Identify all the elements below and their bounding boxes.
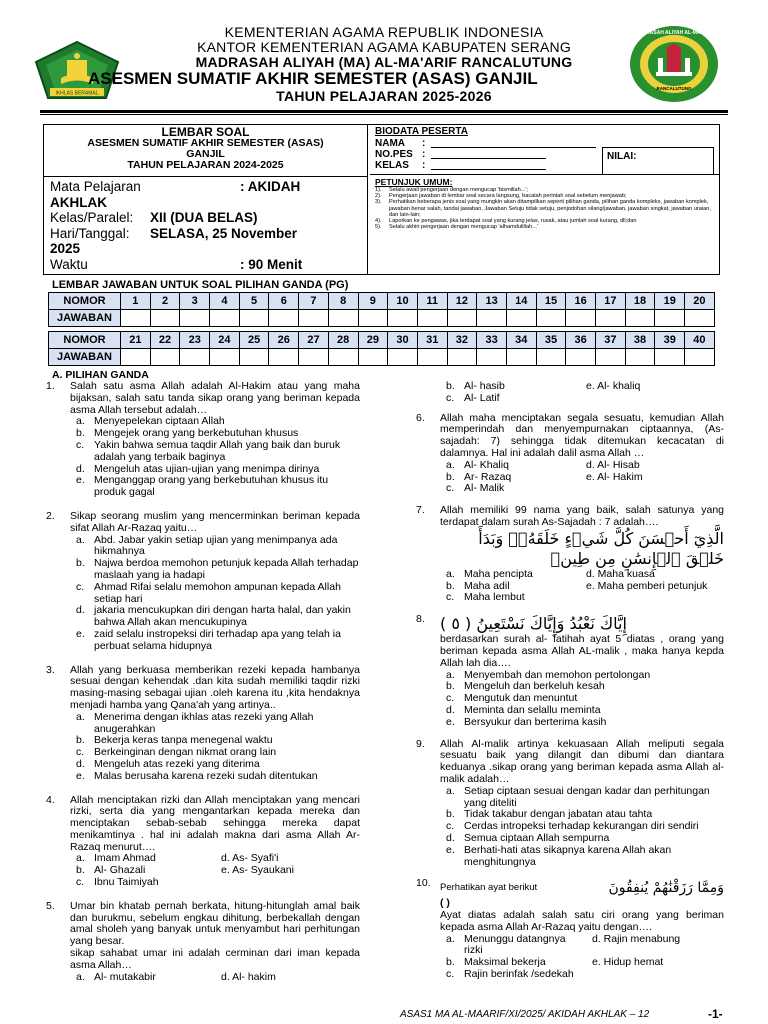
nama-label: NAMA	[375, 138, 405, 149]
option-c[interactable]: c. Al- Malik	[446, 482, 505, 495]
option-text: Semua ciptaan Allah sempurna	[464, 831, 610, 844]
answer-number-cell: 36	[566, 332, 596, 349]
header-school: MADRASAH ALIYAH (MA) AL-MA'ARIF RANCALUTUNG	[195, 54, 573, 70]
option-text: Maha adil	[464, 579, 510, 592]
exam-info	[44, 125, 368, 274]
question-text-2: sikap sahabat umar ini adalah cerminan dari iman kepada asma Allah…	[70, 947, 360, 971]
kelas-bio-label: KELAS	[375, 160, 409, 171]
question-text: Allah Al-malik artinya kekuasaan Allah meliputi segala sesuatu baik yang dilangit dan dibumi dan diantara keduanya .sikap orang yang beriman kepada asma Allah al-malik adalah…	[440, 737, 724, 785]
answer-number-cell: 16	[566, 293, 596, 310]
answer-grid-title: LEMBAR JAWABAN UNTUK SOAL PILIHAN GANDA (PG)	[52, 279, 349, 291]
header-office: KANTOR KEMENTERIAN AGAMA KABUPATEN SERANG	[197, 39, 571, 55]
lead-text: Perhatikan ayat berikut	[440, 882, 538, 894]
answer-input-cell[interactable]	[269, 349, 299, 366]
option-text: Najwa berdoa memohon petunjuk kepada Allah terhadap maslaah yang ia hadapi	[94, 557, 359, 581]
option-c[interactable]: c. Yakin bahwa semua taqdir Allah yang baik dan buruk adalah yang terbaik baginya	[76, 438, 341, 463]
answer-number-cell: 17	[596, 293, 626, 310]
question-number: 3.	[46, 663, 55, 676]
question-2	[44, 511, 360, 653]
answer-input-cell[interactable]	[477, 349, 507, 366]
subject-info	[44, 177, 367, 274]
option-a[interactable]: a. Abd. Jabar yakin setiap ujian yang menimpanya ada hikmahnya	[76, 533, 338, 558]
option-text: Menunggu datangnya rizki	[464, 932, 566, 957]
petunjuk-text: Laporkan ke pengawas, jika terdapat soal yang kurang jelas, rusak, atau jumlah soal kurang, dll;dan	[389, 218, 637, 225]
option-text: e. Hidup hemat	[592, 956, 664, 969]
option-text: e. Maha pemberi petunjuk	[586, 579, 708, 592]
option-text: Mengejek orang yang berkebutuhan khusus	[94, 427, 299, 440]
hari-label: Hari/Tanggal:	[50, 225, 130, 241]
option-e[interactable]: e. Malas berusaha karena rezeki sudah ditentukan	[76, 769, 318, 782]
option-text: jakaria mencukupkan diri dengan harta halal, dan yakin bahwa Allah akan mencukupinya	[94, 604, 351, 629]
answer-number-cell: 14	[506, 293, 536, 310]
option-a[interactable]: a. Imam Ahmad	[76, 852, 156, 865]
option-d[interactable]: d. Meminta dan selallu meminta	[446, 703, 601, 716]
answer-table-2	[48, 331, 715, 366]
header-ministry: KEMENTERIAN AGAMA REPUBLIK INDONESIA	[224, 24, 544, 40]
option-c[interactable]: c. Maha lembut	[446, 591, 525, 604]
arabic-verse: الَّذِيٓ أَحۡسَنَ كُلَّ شَيۡءٍ خَلَقَهُۥۖ وَبَدَأَ خَلۡقَ ٱلۡإِنسَٰنِ مِن طِينٖ	[478, 528, 724, 568]
petunjuk-num: 3).	[375, 199, 382, 206]
question-10-lead	[440, 878, 724, 898]
colon: :	[422, 149, 426, 160]
option-e[interactable]: e. zaid selalu instropeksi diri terhadap apa yang telah ia perbuat selama hidupnya	[76, 627, 341, 652]
question-4	[44, 795, 360, 889]
answer-input-cell[interactable]	[566, 349, 596, 366]
option-b[interactable]: b. Bekerja keras tanpa menegenal waktu	[76, 734, 273, 747]
answer-number-cell: 3	[180, 293, 210, 310]
options-grid	[440, 460, 724, 495]
option-text: Meminta dan selallu meminta	[464, 703, 601, 716]
option-text: d. Rajin menabung	[592, 932, 681, 945]
answer-number-cell: 12	[447, 293, 477, 310]
question-text: Allah yang berkuasa memberikan rezeki kepada hambanya sesuai dengan kehendak .dan kita sudah memiliki taqdir rizki masing-masing sebagai ujian .oleh karena itu ,kita hendaknya menjadi hamba yang Qana'ah yang artinya..	[70, 663, 360, 711]
answer-number-cell: 10	[388, 293, 418, 310]
question-number: 2.	[46, 509, 55, 522]
answer-table-1	[48, 292, 715, 327]
answer-input-cell[interactable]	[299, 349, 329, 366]
answer-input-cell[interactable]	[596, 349, 626, 366]
nama-line	[431, 147, 596, 148]
answer-input-cell[interactable]	[269, 310, 299, 327]
section-title: A. PILIHAN GANDA	[52, 369, 149, 381]
option-text: Bekerja keras tanpa menegenal waktu	[94, 734, 273, 747]
question-number: 1.	[46, 380, 55, 392]
waktu-value: : 90 Menit	[240, 256, 303, 272]
option-text: Maha pencipta	[464, 567, 533, 580]
option-e[interactable]: e. Bersyukur dan berterima kasih	[446, 715, 607, 728]
question-1	[44, 381, 360, 499]
option-text: Tidak takabur dengan jabatan atau tahta	[464, 808, 653, 821]
petunjuk-num: 1).	[375, 187, 382, 193]
question-number: 9.	[416, 737, 425, 750]
answer-input-cell[interactable]	[358, 349, 388, 366]
option-b[interactable]: b. Al- Ghazali	[76, 864, 146, 877]
arabic-verse: وَمِمَّا رَزَقْنَٰهُمْ يُنفِقُونَ	[608, 880, 724, 897]
question-text: berdasarkan surah al- fatihah ayat 5 diatas , orang yang beriman kepada asma Allah AL-malik , maka hanya kepda Allah lah dia….	[440, 633, 724, 669]
answer-input-cell[interactable]	[536, 310, 566, 327]
options-grid	[70, 853, 360, 888]
option-text: d. Al- Hisab	[586, 458, 640, 471]
question-number: 7.	[416, 504, 425, 517]
biodata-panel	[370, 125, 719, 274]
answer-number-cell: 1	[121, 293, 151, 310]
header-divider	[40, 110, 728, 113]
option-text: Berkeinginan dengan nikmat orang lain	[94, 746, 277, 759]
option-c[interactable]: c. Ahmad Rifai selalu memohon ampunan kepada Allah setiap hari	[76, 580, 341, 605]
answer-input-cell[interactable]	[655, 349, 685, 366]
option-text: Al- Latif	[464, 391, 500, 404]
option-a[interactable]: a. Menunggu datangnya rizki	[446, 932, 566, 957]
option-text: zaid selalu instropeksi diri terhadap apa yang telah ia perbuat selama hidupnya	[94, 627, 341, 652]
options-grid	[70, 972, 360, 984]
colon: :	[422, 160, 426, 171]
option-text: Al- Malik	[464, 482, 505, 495]
option-a[interactable]: a. Menerima dengan ikhlas atas rezeki yang Allah anugerahkan	[76, 710, 314, 735]
option-b[interactable]: b. Mengeluh dan berkeluh kesah	[446, 680, 605, 693]
answer-number-cell: 28	[328, 332, 358, 349]
question-number: 4.	[46, 793, 55, 806]
hari-value: SELASA, 25 November	[150, 225, 298, 241]
answer-input-cell[interactable]	[685, 310, 715, 327]
option-c[interactable]: c. Cerdas intropeksi terhadap kekurangan diri sendiri	[446, 820, 699, 833]
option-e[interactable]	[582, 581, 724, 593]
lembar-sub2: GANJIL	[186, 148, 225, 160]
question-text: Ayat diatas adalah salah satu ciri orang yang beriman kepada asma Allah Ar-Razaq yaitu dengan….	[440, 909, 724, 933]
option-text: Mengeluh atas rezeki yang diterima	[94, 757, 260, 770]
option-text: Yakin bahwa semua taqdir Allah yang baik dan buruk adalah yang terbaik baginya	[94, 438, 341, 463]
mapel-value-2: AKHLAK	[50, 194, 107, 210]
petunjuk-text: Selalu awali pengerjaan dengan mengucap 'bismillah...';	[389, 187, 528, 193]
option-b[interactable]: b. Mengejek orang yang berkebutuhan khusus	[76, 427, 299, 440]
option-b[interactable]: b. Ar- Razaq	[446, 470, 512, 483]
answer-input-cell[interactable]	[625, 349, 655, 366]
option-c[interactable]: c. Mengutuk dan menuntut	[446, 692, 578, 705]
answer-input-cell[interactable]	[388, 310, 418, 327]
answer-input-cell[interactable]	[655, 310, 685, 327]
answer-input-cell[interactable]	[596, 310, 626, 327]
biodata-title: BIODATA PESERTA	[375, 126, 468, 137]
header-divider-thin	[40, 114, 728, 115]
answer-input-cell[interactable]	[239, 349, 269, 366]
answer-input-cell[interactable]	[566, 310, 596, 327]
answer-input-cell[interactable]	[506, 310, 536, 327]
petunjuk-text: Pengerjaan jawaban di lembar soal secara langsung, bacalah perintah soal sebelum menjawab;	[389, 193, 627, 200]
option-b[interactable]: b. Najwa berdoa memohon petunjuk kepada Allah terhadap maslaah yang ia hadapi	[76, 557, 359, 581]
svg-text:RANCALUTUNG: RANCALUTUNG	[656, 86, 692, 91]
option-text: e. Al- Hakim	[586, 470, 643, 483]
waktu-label: Waktu	[50, 256, 88, 272]
option-b[interactable]: b. Al- hasib	[446, 380, 505, 392]
option-text: Imam Ahmad	[94, 852, 156, 865]
option-a[interactable]: a. Menyembah dan memohon pertolongan	[446, 668, 651, 681]
option-text: Rajin berinfak /sedekah	[464, 968, 574, 981]
option-text: Menerima dengan ikhlas atas rezeki yang Allah anugerahkan	[94, 710, 314, 735]
answer-input-cell[interactable]	[358, 310, 388, 327]
answer-input-cell[interactable]	[121, 349, 151, 366]
option-d[interactable]	[582, 934, 724, 958]
answer-number-cell: 6	[269, 293, 299, 310]
option-text: Maha lembut	[464, 591, 525, 604]
answer-input-cell[interactable]	[328, 310, 358, 327]
petunjuk-item	[375, 224, 715, 230]
answer-input-cell[interactable]	[536, 349, 566, 366]
kelas-field[interactable]	[375, 160, 426, 171]
footer-text: ASAS1 MA AL-MAARIF/XI/2025/ AKIDAH AKHLAK – 12	[400, 1009, 650, 1020]
petunjuk-title: PETUNJUK UMUM:	[375, 177, 453, 187]
question-text: Allah maha menciptakan segala sesuatu, kemudian Allah memperindah dan menyempurnakan ciptaannya, (As-sajadah: 7) sehingga tidak ditemukan kecacatan di dalamnya. Hal ini adalah dalil asma Allah …	[440, 411, 724, 459]
answer-number-cell: 30	[388, 332, 418, 349]
answer-input-cell[interactable]	[150, 310, 180, 327]
answer-input-cell[interactable]	[388, 349, 418, 366]
option-a[interactable]: a. Menyepelekan ciptaan Allah	[76, 415, 225, 428]
answer-input-cell[interactable]	[299, 310, 329, 327]
header-exam-title: ASESMEN SUMATIF AKHIR SEMESTER (ASAS) GANJIL	[88, 69, 538, 88]
option-c[interactable]: c. Ibnu Taimiyah	[76, 876, 159, 889]
mapel-label: Mata Pelajaran	[50, 179, 141, 194]
answer-number-cell: 19	[655, 293, 685, 310]
option-text: d. Al- hakim	[221, 970, 276, 983]
petunjuk-num: 2).	[375, 193, 382, 200]
nama-field[interactable]	[375, 138, 426, 149]
petunjuk-text: Perhatikan beberapa jenis soal yang mungkin akan ditampilkan seperti pilihan ganda, pilihan ganda kompleks, jawaban komplek, jawaban benar salah, tandai jawaban, Jawaban Setuju tidak setuju, penjodohan silang/jawaban, jawaban singkat, jawaban uraian, dan lain-lain;	[389, 199, 711, 218]
petunjuk-num: 4).	[375, 218, 382, 225]
jawaban-header: JAWABAN	[49, 349, 121, 366]
page-footer	[400, 1007, 723, 1021]
petunjuk-num: 5).	[375, 224, 382, 231]
colon: :	[422, 138, 426, 149]
answer-input-cell[interactable]	[121, 310, 151, 327]
lembar-sub3: TAHUN PELAJARAN 2024-2025	[127, 159, 284, 171]
nomor-header: NOMOR	[49, 293, 121, 310]
question-10	[414, 878, 724, 981]
option-d[interactable]: d. Mengeluh atas ujian-ujian yang menimpa dirinya	[76, 462, 320, 475]
answer-number-cell: 13	[477, 293, 507, 310]
info-box	[43, 124, 720, 275]
option-text: Menganggap orang yang berkebutuhan khusus itu produk gagal	[94, 474, 329, 499]
option-d[interactable]: d. Mengeluh atas rezeki yang diterima	[76, 757, 260, 770]
question-number: 6.	[416, 411, 425, 424]
option-e[interactable]	[582, 472, 724, 484]
question-9	[414, 739, 724, 869]
question-6	[414, 413, 724, 496]
answer-input-cell[interactable]	[328, 349, 358, 366]
option-a[interactable]: a. Setiap ciptaan sesuai dengan kadar dan perhitungan yang diteliti	[446, 784, 710, 809]
option-d[interactable]	[215, 972, 360, 984]
answer-input-cell[interactable]	[417, 310, 447, 327]
petunjuk-item	[375, 199, 715, 218]
nomor-header: NOMOR	[49, 332, 121, 349]
answer-number-cell: 32	[447, 332, 477, 349]
page-number: -1-	[708, 1007, 723, 1021]
option-text: Menyepelekan ciptaan Allah	[94, 415, 225, 428]
option-text: e. Al- khaliq	[586, 380, 641, 392]
option-text: Al- Khaliq	[464, 458, 509, 471]
question-text: Allah memiliki 99 nama yang baik, salah satunya yang terdapat dalam surah As-Sajadah : 7 adalah….	[440, 504, 724, 528]
question-number: 8.	[416, 613, 425, 626]
hari-value-2: 2025	[50, 241, 81, 256]
option-c[interactable]: c. Al- Latif	[446, 391, 500, 404]
answer-number-cell: 26	[269, 332, 299, 349]
nilai-label: NILAI:	[607, 151, 637, 162]
answer-number-cell: 15	[536, 293, 566, 310]
option-e[interactable]: e. Berhati-hati atas sikapnya karena Allah akan menghitungnya	[446, 843, 672, 868]
answer-input-cell[interactable]	[417, 349, 447, 366]
option-a[interactable]: a. Maha pencipta	[446, 567, 533, 580]
header-year: TAHUN PELAJARAN 2025-2026	[276, 88, 492, 104]
option-e[interactable]	[582, 957, 724, 969]
question-text: Salah satu asma Allah adalah Al-Hakim atau yang maha bijaksan, salah satu tanda sikap orang yang beriman kepada asma Allah tersebut adalah…	[70, 380, 360, 416]
nopes-field[interactable]	[375, 149, 426, 160]
question-text: Allah menciptakan rizki dan Allah menciptakan yang mencari rizki, serta dia yang mengantarkan kepada mereka dan menciptakan sebab-sebab sehingga mereka dapat menikamtinya . hal ini adalah makna dari asma Allah Ar-Razaq menurut….	[70, 793, 360, 853]
answer-number-cell: 27	[299, 332, 329, 349]
option-text: Mengeluh dan berkeluh kesah	[464, 680, 605, 693]
biodata-divider	[370, 174, 719, 175]
answer-input-cell[interactable]	[239, 310, 269, 327]
question-8	[414, 614, 724, 728]
option-text: Abd. Jabar yakin setiap ujian yang menimpanya ada hikmahnya	[94, 533, 338, 558]
option-e[interactable]	[582, 381, 724, 393]
option-b[interactable]: b. Tidak takabur dengan jabatan atau tahta	[446, 808, 653, 821]
answer-number-cell: 8	[328, 293, 358, 310]
question-text: Sikap seorang muslim yang mencerminkan beriman kepada sifat Allah Ar-Razaq yaitu…	[70, 509, 360, 534]
option-text: Menyembah dan memohon pertolongan	[464, 668, 651, 681]
answer-number-cell: 11	[417, 293, 447, 310]
answer-input-cell[interactable]	[210, 349, 240, 366]
option-text: Mengeluh atas ujian-ujian yang menimpa dirinya	[94, 462, 320, 475]
nopes-label: NO.PES	[375, 149, 413, 160]
option-text: Malas berusaha karena rezeki sudah ditentukan	[94, 769, 318, 782]
question-7	[414, 505, 724, 604]
jawaban-header: JAWABAN	[49, 310, 121, 327]
option-text: Bersyukur dan berterima kasih	[464, 715, 607, 728]
option-text: e. As- Syaukani	[221, 864, 294, 877]
option-text: Maksimal bekerja	[464, 956, 546, 969]
nopes-line	[431, 158, 546, 159]
answer-number-cell: 33	[477, 332, 507, 349]
kelas-line	[431, 169, 546, 170]
option-a[interactable]: a. Al- Khaliq	[446, 458, 509, 471]
questions-left-column	[44, 381, 360, 983]
option-text: Al- Ghazali	[94, 864, 146, 877]
answer-input-cell[interactable]	[625, 310, 655, 327]
arabic-verse: إِيَّاكَ نَعْبُدُ وَإِيَّاكَ نَسْتَعِينُ ( ٥ )	[440, 614, 627, 634]
nilai-box[interactable]	[602, 147, 714, 175]
answer-number-cell: 25	[239, 332, 269, 349]
answer-number-cell: 35	[536, 332, 566, 349]
answer-number-cell: 37	[596, 332, 626, 349]
answer-number-cell: 24	[210, 332, 240, 349]
question-number: 10.	[416, 877, 431, 890]
option-text: Cerdas intropeksi terhadap kekurangan diri sendiri	[464, 820, 699, 833]
answer-number-cell: 5	[239, 293, 269, 310]
question-5	[44, 901, 360, 984]
answer-input-cell[interactable]	[506, 349, 536, 366]
option-text: Al- hasib	[464, 380, 505, 392]
answer-number-cell: 34	[506, 332, 536, 349]
answer-input-cell[interactable]	[180, 310, 210, 327]
answer-number-cell: 2	[150, 293, 180, 310]
answer-number-cell: 21	[121, 332, 151, 349]
options-grid	[440, 934, 724, 981]
answer-input-cell[interactable]	[477, 310, 507, 327]
option-text: Ibnu Taimiyah	[94, 876, 159, 889]
petunjuk-list	[375, 187, 715, 230]
ayat-number-blank: ( )	[440, 897, 450, 910]
question-5-continued	[414, 381, 724, 405]
option-text: Ahmad Rifai selalu memohon ampunan kepada Allah setiap hari	[94, 580, 341, 605]
question-3	[44, 665, 360, 783]
answer-number-cell: 7	[299, 293, 329, 310]
answer-number-cell: 9	[358, 293, 388, 310]
option-e[interactable]	[215, 865, 360, 877]
lembar-sub1: ASESMEN SUMATIF AKHIR SEMESTER (ASAS)	[87, 137, 324, 149]
lembar-title: LEMBAR SOAL	[161, 125, 250, 139]
petunjuk-text: Selalu akhiri pengerjaan dengan mengucap 'alhamdulillah...'	[389, 224, 538, 231]
answer-number-cell: 40	[685, 332, 715, 349]
answer-input-cell[interactable]	[210, 310, 240, 327]
option-d[interactable]: d. jakaria mencukupkan diri dengan harta halal, dan yakin bahwa Allah akan mencukupinya	[76, 604, 351, 629]
svg-text:IKHLAS BERAMAL: IKHLAS BERAMAL	[55, 90, 99, 97]
question-number: 5.	[46, 899, 55, 912]
option-text: Setiap ciptaan sesuai dengan kadar dan perhitungan yang diteliti	[464, 784, 710, 809]
answer-number-cell: 29	[358, 332, 388, 349]
lembar-soal-title	[44, 125, 367, 177]
option-b[interactable]: b. Maksimal bekerja	[446, 956, 546, 969]
answer-input-cell[interactable]	[180, 349, 210, 366]
option-text: d. Maha kuasa	[586, 567, 655, 580]
answer-number-cell: 4	[210, 293, 240, 310]
answer-number-cell: 38	[625, 332, 655, 349]
options-grid	[440, 569, 724, 604]
svg-text:MADRASAH ALIYAH AL-MA'ARIF: MADRASAH ALIYAH AL-MA'ARIF	[634, 30, 714, 36]
answer-input-cell[interactable]	[150, 349, 180, 366]
option-e[interactable]: e. Menganggap orang yang berkebutuhan khusus itu produk gagal	[76, 474, 329, 499]
kelas-value: XII (DUA BELAS)	[150, 210, 258, 225]
answer-input-cell[interactable]	[447, 349, 477, 366]
answer-number-cell: 39	[655, 332, 685, 349]
option-text: Mengutuk dan menuntut	[464, 692, 578, 705]
questions-right-column	[414, 381, 724, 981]
answer-number-cell: 18	[625, 293, 655, 310]
options-grid	[440, 381, 724, 405]
mapel-value: : AKIDAH	[240, 179, 301, 194]
answer-number-cell: 23	[180, 332, 210, 349]
option-text: d. As- Syafi'i	[221, 852, 279, 865]
option-a[interactable]: a. Al- mutakabir	[76, 970, 156, 983]
answer-input-cell[interactable]	[685, 349, 715, 366]
option-b[interactable]: b. Maha adil	[446, 579, 510, 592]
answer-number-cell: 22	[150, 332, 180, 349]
answer-input-cell[interactable]	[447, 310, 477, 327]
kelas-label: Kelas/Paralel:	[50, 210, 134, 225]
question-text: Umar bin khatab pernah berkata, hitung-hitunglah amal baik dan burukmu, sebelum engkau dihitung, berbekallah dengan amal sholeh yang banyak untuk menyambut hari perhitungan yang besar.	[70, 899, 360, 948]
option-c[interactable]: c. Berkeinginan dengan nikmat orang lain	[76, 746, 277, 759]
option-text: Al- mutakabir	[94, 970, 156, 983]
option-text: Ar- Razaq	[464, 470, 512, 483]
answer-number-cell: 20	[685, 293, 715, 310]
option-c[interactable]: c. Rajin berinfak /sedekah	[446, 968, 574, 981]
option-text: Berhati-hati atas sikapnya karena Allah akan menghitungnya	[464, 843, 672, 868]
answer-number-cell: 31	[417, 332, 447, 349]
option-d[interactable]: d. Semua ciptaan Allah sempurna	[446, 831, 610, 844]
